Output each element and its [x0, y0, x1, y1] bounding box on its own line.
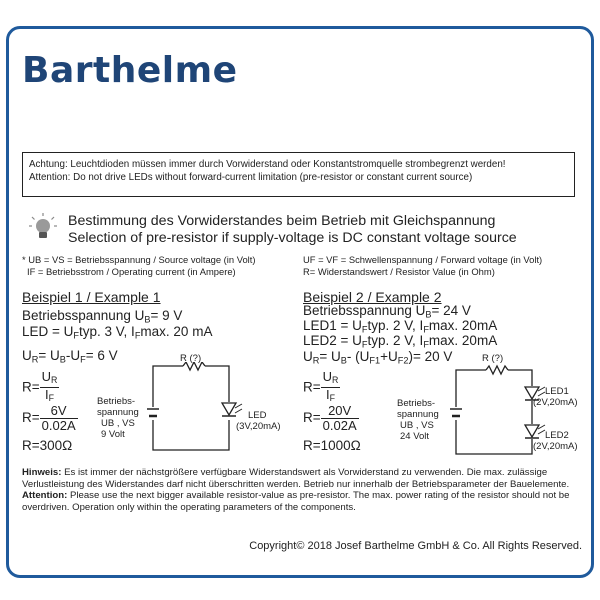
- example2-supply: Betriebsspannung $U_B= 24$ V: [303, 303, 471, 320]
- example1-led: LED = $U_Ftyp$. 3 V, $I_F\max$. 20 mA: [22, 324, 213, 341]
- example2-led1-label: LED1 (2V,20mA): [533, 386, 578, 408]
- headline-de: Bestimmung des Vorwiderstandes beim Betrieb mit Gleichspannung: [68, 213, 496, 229]
- example2-led1: $LED1 = U_Ftyp$. 2 V, $I_F\max$. 20mA: [303, 318, 498, 335]
- warning-box: [22, 152, 575, 197]
- led2-symbol: [525, 425, 545, 438]
- example2-led2: $LED2 = U_Ftyp$. 2 V, $I_F\max$. 20mA: [303, 333, 498, 350]
- brand-logo: Barthelme: [22, 50, 238, 91]
- hint-text: [22, 467, 582, 514]
- resistor-symbol: [183, 362, 205, 370]
- hint-de: Hinweis: Es ist immer der nächstgrößere verfügbare Widerstandswert als Vorwiderstand zu verwenden. Die max. zulässige Verlustleistung des Widerstandes darf nicht überschritten werden. Betrieb nur innerhalb der Betriebsparameter der Bauelemente.: [22, 467, 570, 490]
- headline: [68, 213, 517, 246]
- example1-circuit: [145, 362, 245, 462]
- hint-en: Attention: Please use the next bigger available resistor-value as pre-resistor. The max. power rating of the resistor should not be overdriven. Operation only within the operating parameters of the components.: [22, 490, 570, 514]
- example1-supply: Betriebsspannung $U_B= 9$ V: [22, 308, 183, 325]
- warning-en: Attention: Do not drive LEDs without forward-current limitation (pre-resistor or constant current source): [29, 171, 473, 183]
- example1-resistor-label: R (?): [180, 353, 202, 364]
- definitions-right: [303, 254, 542, 277]
- led1-symbol: [525, 387, 545, 400]
- example1-ur: $U_R= U_B-U_F= 6$ V: [22, 348, 118, 365]
- example2-ur: $U_R= U_B-$ $(U_{F1}+U_{F2})= 20$ V: [303, 349, 453, 366]
- example1-formula: R= $\frac{U_R}{I_F}$: [22, 369, 58, 404]
- example2-source-label: Betriebs- spannung UB , VS 24 Volt: [397, 398, 439, 442]
- definitions-left: [22, 254, 255, 277]
- def-source-voltage: * UB = VS = Betriebsspannung / Source voltage (in Volt): [22, 254, 256, 265]
- def-operating-current: IF = Betriebsstrom / Operating current (in Ampere): [27, 265, 236, 277]
- example2-title: Beispiel 2 / Example 2: [303, 289, 442, 305]
- example1-calc: R= $\frac{6V}{0.02A}$: [22, 403, 76, 433]
- example2-led2-label: LED2 (2V,20mA): [533, 430, 578, 452]
- example1-result: R=300Ω: [22, 438, 73, 453]
- headline-en: Selection of pre-resistor if supply-voltage is DC constant voltage source: [68, 229, 517, 246]
- def-forward-voltage: UF = VF = Schwellenspannung / Forward voltage (in Volt): [303, 254, 543, 265]
- example2-result: R=1000Ω: [303, 438, 361, 453]
- copyright: Copyright© 2018 Josef Barthelme GmbH & Co. All Rights Reserved.: [249, 540, 582, 552]
- led-symbol: [222, 403, 242, 416]
- def-resistor-value: R= Widerstandswert / Resistor Value (in Ohm): [303, 265, 495, 277]
- example1-title: Beispiel 1 / Example 1: [22, 289, 161, 305]
- example2-formula: R= $\frac{U_R}{I_F}$: [303, 369, 339, 404]
- example2-circuit: [448, 362, 548, 462]
- example1-led-label: LED (3V,20mA): [236, 410, 281, 432]
- warning-de: Achtung: Leuchtdioden müssen immer durch Vorwiderstand oder Konstantstromquelle strombegrenzt werden!: [29, 159, 506, 170]
- example2-calc: R= $\frac{20V}{0.02A}$: [303, 403, 357, 433]
- bulb-icon: [28, 212, 58, 242]
- resistor-symbol: [486, 366, 508, 374]
- example2-resistor-label: R (?): [482, 353, 504, 364]
- example1-source-label: Betriebs- spannung UB , VS 9 Volt: [97, 396, 139, 440]
